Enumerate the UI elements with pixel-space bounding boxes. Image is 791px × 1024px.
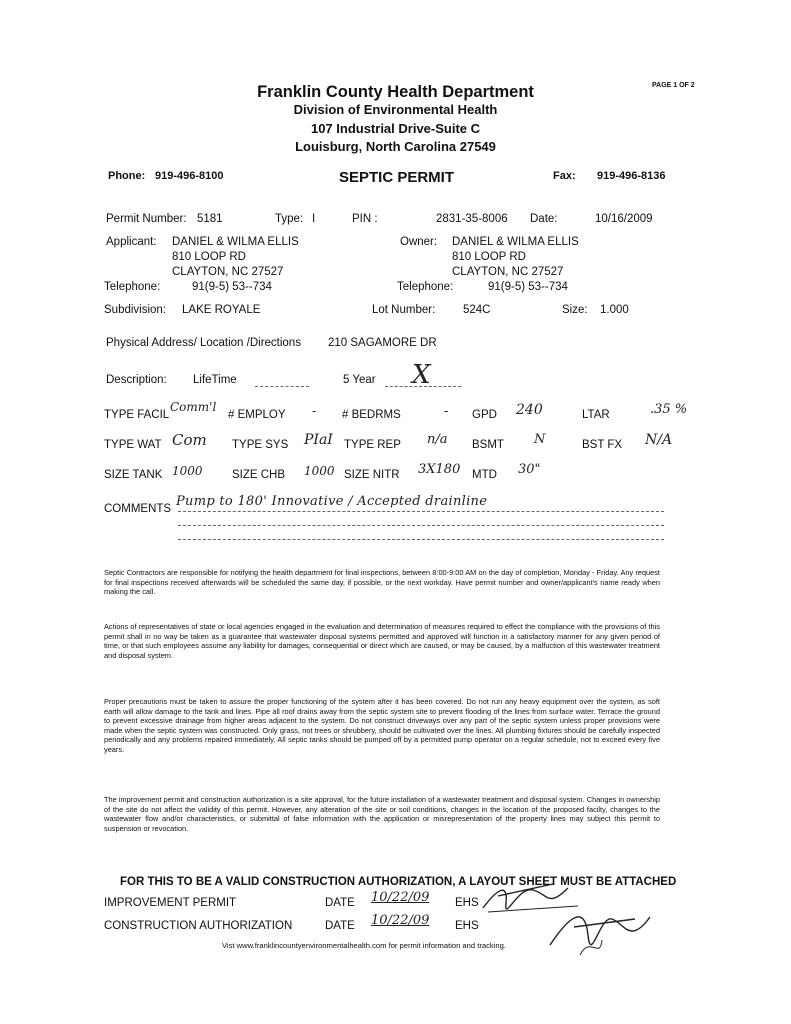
date-value: 10/16/2009 [595,213,653,225]
type-wat-value: Com [172,431,207,449]
bsmt-label: BSMT [472,439,504,451]
comments-label: COMMENTS [104,503,172,515]
construction-auth-label: CONSTRUCTION AUTHORIZATION [104,920,293,932]
ltar-label: LTAR [582,409,610,421]
bsmt-value: N [534,432,546,447]
page-number: PAGE 1 OF 2 [652,82,695,89]
liability-notice: Actions of representatives of state or local agencies engaged in the evaluation and determination of measures required to effect the compliance with the provisions of this permit shall in no way be taken as a guarantee that wastewater disposal systems permitted and approved will function in a satisfactory manner for any given period of time, or that such employees assume any liability for damages, consequential or direct which are caused, or may be caused, by a malfuction of this wastewater treatment and disposal system. [104,622,660,660]
physical-address-label: Physical Address/ Location /Directions [106,337,301,349]
construction-date: 10/22/09 [371,913,430,928]
owner-label: Owner: [400,236,438,248]
construction-ehs-label: EHS [455,920,479,932]
comments-line-2 [178,525,664,526]
construction-date-label: DATE [325,920,355,932]
bst-fx-value: N/A [645,432,673,448]
subdivision-value: LAKE ROYALE [182,304,261,316]
comments-line-3 [178,539,664,540]
date-label: Date: [530,213,558,225]
type-wat-label: TYPE WAT [104,439,162,451]
mtd-label: MTD [472,469,497,481]
size-nitr-label: SIZE NITR [344,469,400,481]
address-line-2: Louisburg, North Carolina 27549 [295,139,496,154]
type-sys-label: TYPE SYS [232,439,289,451]
description-label: Description: [106,374,167,386]
owner-street: 810 LOOP RD [452,251,526,263]
fax-label: Fax: [553,170,576,182]
phone-label: Phone: [108,170,146,182]
size-value: 1.000 [600,304,629,316]
five-year-option: 5 Year [343,374,376,386]
size-label: Size: [562,304,588,316]
applicant-tel-label: Telephone: [104,281,161,293]
applicant-label: Applicant: [106,236,157,248]
lot-number: 524C [463,304,491,316]
fax-value: 919-496-8136 [597,170,666,182]
improvement-date: 10/22/09 [371,890,430,905]
valid-notice: FOR THIS TO BE A VALID CONSTRUCTION AUTHORIZATION, A LAYOUT SHEET MUST BE ATTACHED [120,876,677,888]
comments-line-1 [178,511,664,512]
bedrms-label: # BEDRMS [342,409,401,421]
owner-name: DANIEL & WILMA ELLIS [452,236,579,248]
permit-type-label: Type: [275,213,304,225]
type-sys-value: PIaI [304,432,333,448]
applicant-street: 810 LOOP RD [172,251,246,263]
size-tank-value: 1000 [172,464,203,478]
comments-value: Pump to 180' Innovative / Accepted drainline [176,494,488,509]
gpd-label: GPD [472,409,497,421]
improvement-permit-label: IMPROVEMENT PERMIT [104,897,237,909]
division-title: Division of Environmental Health [293,102,498,117]
phone-value: 919-496-8100 [155,170,224,182]
contractor-notice: Septic Contractors are responsible for notifying the health department for final inspections, between 8:00-9:00 AM on the day of completion, Monday - Friday. Any request for final inspections received afterwards will be scheduled the same day, if possible, or the next workday. Have permit number and owner/applicant's name ready when making the call. [104,568,660,597]
applicant-name: DANIEL & WILMA ELLIS [172,236,299,248]
pin-label: PIN : [352,213,378,225]
type-rep-label: TYPE REP [344,439,401,451]
size-chb-value: 1000 [304,464,335,478]
lifetime-option: LifeTime [193,374,237,386]
gpd-value: 240 [516,402,543,418]
type-facil-value: Comm'l [170,400,217,414]
owner-tel: 91(9-5) 53--734 [488,281,568,293]
type-rep-value: n/a [427,432,448,447]
improvement-date-label: DATE [325,897,355,909]
pin-value: 2831-35-8006 [436,213,508,225]
address-line-1: 107 Industrial Drive-Suite C [310,121,481,136]
applicant-tel: 91(9-5) 53--734 [192,281,272,293]
size-tank-label: SIZE TANK [104,469,163,481]
improvement-ehs-label: EHS [455,897,479,909]
precautions-notice: Proper precautions must be taken to assure the proper functioning of the system after it has been covered. Do not run any heavy equipment over the system, as soft earth will allow damage to the tank and lines. Pipe all roof drains away from the septic system site to prevent flooding of the lines from surface water. Terrace the ground to prevent excessive drainage from higher areas adjacent to the system. Do not construct driveways over any part of the septic system unless proper provisions were made when the septic system was constructed. Only grass, not trees or shrubbery, should be cultivated over the lines. All plumbing fixtures should be carefully inspected periodically and any problems repaired immediately. All septic tanks should be pumped off by a permitted pump operator on a regular schedule, not to exceed every five years. [104,697,660,754]
lot-number-label: Lot Number: [372,304,436,316]
type-facil-label: TYPE FACIL [104,409,170,421]
document-title: SEPTIC PERMIT [339,169,455,186]
org-title: Franklin County Health Department [257,83,534,101]
owner-tel-label: Telephone: [397,281,454,293]
employ-label: # EMPLOY [228,409,286,421]
subdivision-label: Subdivision: [104,304,167,316]
size-chb-label: SIZE CHB [232,469,286,481]
lifetime-blank [255,386,309,387]
mtd-value: 30" [518,462,541,477]
permit-validity-notice: The improvement permit and construction authorization is a site approval, for the future installation of a wastewater treatment and disposal system. Changes in ownership of the site do not affect the validity of this permit. However, any alteration of the site or soil conditions, changes in the location of the proposed facilty, changes to the wastewater flow and/or characteristics, or submittal of false information with the application or misrepresentation of the property lines may subject this permit to suspension or revocation. [104,795,660,833]
five-year-mark: X [412,360,431,390]
bst-fx-label: BST FX [582,439,623,451]
physical-address: 210 SAGAMORE DR [328,337,437,349]
size-nitr-value: 3X180 [418,462,461,477]
permit-number: 5181 [197,213,223,225]
permit-number-label: Permit Number: [106,213,187,225]
owner-city: CLAYTON, NC 27527 [452,266,564,278]
permit-type: I [312,213,316,225]
visit-website-note: Vist www.franklincountyenvironmentalhealth.com for permit information and tracking. [222,941,506,950]
applicant-city: CLAYTON, NC 27527 [172,266,284,278]
employ-value: - [312,404,317,419]
ltar-value: .35 % [650,402,688,417]
bedrms-value: - [444,404,449,419]
ehs-signature-2 [540,905,660,965]
